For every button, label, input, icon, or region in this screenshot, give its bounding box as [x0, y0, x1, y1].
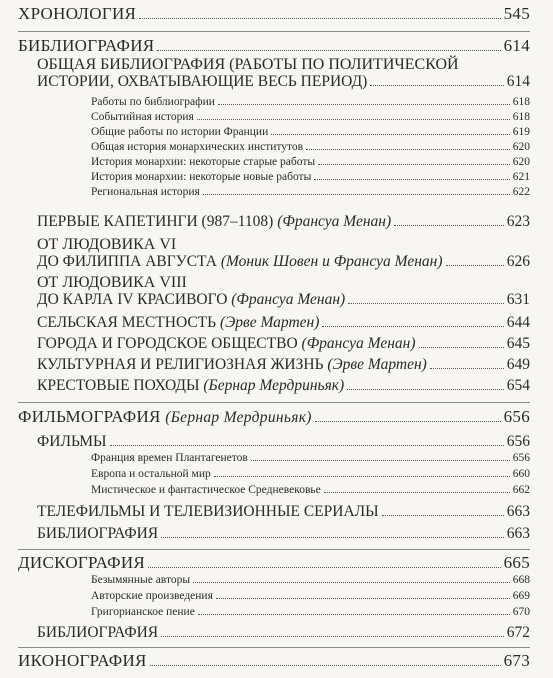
toc-page-number: 663 — [506, 503, 530, 520]
toc-entry-louis6-line1: ОТ ЛЮДОВИКА VI — [37, 236, 177, 253]
dot-leader — [193, 582, 510, 583]
dot-leader — [324, 492, 510, 493]
toc-page-number: 620 — [512, 141, 530, 153]
toc-entry-louis6[interactable] — [37, 253, 530, 271]
dot-leader — [382, 515, 504, 516]
toc-entry-countryside[interactable] — [37, 314, 530, 332]
toc-page-number: 644 — [506, 314, 530, 331]
toc-page-number: 656 — [512, 452, 530, 464]
toc-entry-title: ДО КАРЛА IV КРАСИВОГО (Франсуа Менан) — [37, 291, 346, 308]
toc-entry-author: (Бернар Мердриньяк) — [203, 377, 345, 394]
toc-subentry[interactable] — [91, 484, 530, 496]
toc-subentry-title: Франция времен Плантагенетов — [91, 452, 248, 464]
toc-page-number: 614 — [506, 73, 530, 90]
dot-leader — [214, 476, 510, 477]
toc-page-number: 656 — [503, 407, 530, 426]
toc-entry-title: ГОРОДА И ГОРОДСКОЕ ОБЩЕСТВО (Франсуа Менан) — [37, 335, 416, 352]
toc-page-number: 668 — [512, 574, 530, 586]
toc-page-number: 654 — [506, 377, 530, 394]
toc-page-number: 631 — [506, 291, 530, 308]
toc-page-number: 672 — [506, 624, 530, 641]
toc-entry-title: ИСТОРИИ, ОХВАТЫВАЮЩИЕ ВЕСЬ ПЕРИОД) — [37, 73, 368, 90]
section-divider — [18, 31, 530, 32]
toc-entry-louis8-line1: ОТ ЛЮДОВИКА VIII — [37, 274, 187, 291]
dot-leader — [161, 636, 504, 637]
toc-subentry[interactable] — [91, 96, 530, 108]
toc-entry-title: ПЕРВЫЕ КАПЕТИНГИ (987–1108) (Франсуа Менан) — [37, 213, 392, 230]
toc-page-number: 545 — [503, 4, 530, 23]
toc-page-number: 656 — [506, 433, 530, 450]
toc-page-number: 618 — [512, 96, 530, 108]
toc-entry-chronology[interactable] — [18, 4, 530, 24]
toc-entry-author: (Франсуа Менан) — [301, 335, 416, 352]
section-divider — [18, 647, 530, 648]
toc-entry-title: БИБЛИОГРАФИЯ — [18, 36, 155, 55]
toc-page-number: 618 — [512, 111, 530, 123]
section-divider — [18, 549, 530, 550]
toc-subentry-title: Авторские произведения — [91, 590, 213, 602]
toc-subentry[interactable] — [91, 141, 530, 153]
toc-subentry-title: Общие работы по истории Франции — [91, 126, 269, 138]
toc-entry-title: ДО ФИЛИППА АВГУСТА (Моник Шовен и Франсуа Менан) — [37, 253, 443, 270]
toc-page-number: 620 — [512, 156, 530, 168]
toc-entry-crusades[interactable] — [37, 377, 530, 395]
toc-page-number: 622 — [512, 186, 530, 198]
toc-entry-title: БИБЛИОГРАФИЯ — [37, 525, 159, 542]
toc-page-number: 669 — [512, 590, 530, 602]
toc-subentry-title: История монархии: некоторые новые работы — [91, 171, 312, 183]
dot-leader — [203, 194, 510, 195]
toc-entry-author: (Франсуа Менан) — [231, 291, 346, 308]
toc-subentry[interactable] — [91, 574, 530, 586]
toc-entry-title: СЕЛЬСКАЯ МЕСТНОСТЬ (Эрве Мартен) — [37, 314, 320, 331]
dot-leader — [348, 303, 504, 304]
toc-page-number: 626 — [506, 253, 530, 270]
toc-entry-author: (Моник Шовен и Франсуа Менан) — [220, 253, 443, 270]
toc-page-number: 645 — [506, 335, 530, 352]
toc-subentry-title: Безымянные авторы — [91, 574, 191, 586]
toc-entry-filmography[interactable] — [18, 407, 530, 427]
dot-leader — [139, 18, 500, 19]
dot-leader — [446, 265, 504, 266]
toc-entry-first-capetians[interactable] — [37, 213, 530, 231]
toc-page-number: 614 — [503, 36, 530, 55]
dot-leader — [148, 567, 501, 568]
toc-subentry[interactable] — [91, 606, 530, 618]
toc-subentry[interactable] — [91, 126, 530, 138]
toc-subentry-title: История монархии: некоторые старые работы — [91, 156, 316, 168]
toc-page-number: 662 — [512, 484, 530, 496]
dot-leader — [150, 665, 501, 666]
toc-entry-title: КРЕСТОВЫЕ ПОХОДЫ (Бернар Мердриньяк) — [37, 377, 345, 394]
toc-entry-general-bibliography[interactable] — [37, 73, 530, 91]
toc-entry-author: (Бернар Мердриньяк) — [165, 409, 312, 426]
toc-subentry[interactable] — [91, 111, 530, 123]
dot-leader — [370, 85, 503, 86]
toc-entry-iconography[interactable] — [18, 651, 530, 671]
toc-entry-title: ХРОНОЛОГИЯ — [18, 4, 137, 23]
toc-entry-louis8[interactable] — [37, 291, 530, 309]
dot-leader — [394, 225, 504, 226]
dot-leader — [110, 445, 504, 446]
toc-subentry[interactable] — [91, 186, 530, 198]
toc-subentry-title: Работы по библиографии — [91, 96, 215, 108]
dot-leader — [157, 50, 500, 51]
dot-leader — [306, 149, 510, 150]
toc-entry-film-bibliography[interactable] — [37, 525, 530, 543]
toc-page-number: 660 — [512, 468, 530, 480]
toc-entry-bibliography[interactable] — [18, 36, 530, 56]
toc-subentry[interactable] — [91, 590, 530, 602]
dot-leader — [271, 134, 510, 135]
toc-subentry-title: Общая история монархических институтов — [91, 141, 304, 153]
toc-entry-title: ФИЛЬМОГРАФИЯ (Бернар Мердриньяк) — [18, 407, 312, 426]
toc-page-number: 673 — [503, 651, 530, 670]
toc-entry-title: ИКОНОГРАФИЯ — [18, 651, 147, 670]
toc-entry-author: (Эрве Мартен) — [327, 356, 427, 373]
toc-entry-title: ТЕЛЕФИЛЬМЫ И ТЕЛЕВИЗИОННЫЕ СЕРИАЛЫ — [37, 503, 379, 520]
dot-leader — [198, 614, 510, 615]
toc-subentry-title: Событийная история — [91, 111, 194, 123]
dot-leader — [430, 368, 504, 369]
toc-entry-disc-bibliography[interactable] — [37, 624, 530, 642]
toc-subentry[interactable] — [91, 452, 530, 464]
dot-leader — [419, 347, 504, 348]
toc-page-number: 663 — [506, 525, 530, 542]
toc-page-number: 670 — [512, 606, 530, 618]
toc-page-number: 619 — [512, 126, 530, 138]
toc-page-number: 649 — [506, 356, 530, 373]
dot-leader — [347, 389, 504, 390]
toc-entry-title: ФИЛЬМЫ — [37, 433, 107, 450]
dot-leader — [314, 179, 509, 180]
toc-entry-author: (Франсуа Менан) — [277, 213, 392, 230]
toc-subentry-title: Региональная история — [91, 186, 200, 198]
toc-page-number: 665 — [503, 553, 530, 572]
toc-subentry[interactable] — [91, 468, 530, 480]
toc-entry-towns[interactable] — [37, 335, 530, 353]
toc-page-number: 623 — [506, 213, 530, 230]
dot-leader — [161, 537, 504, 538]
toc-entry-culture[interactable] — [37, 356, 530, 374]
toc-entry-general-bibliography-line1: ОБЩАЯ БИБЛИОГРАФИЯ (РАБОТЫ ПО ПОЛИТИЧЕСКОЙ — [37, 56, 459, 73]
toc-entry-title: БИБЛИОГРАФИЯ — [37, 624, 159, 641]
dot-leader — [216, 598, 510, 599]
dot-leader — [315, 421, 501, 422]
toc-entry-author: (Эрве Мартен) — [219, 314, 320, 331]
toc-subentry[interactable] — [91, 171, 530, 183]
toc-entry-title: ДИСКОГРАФИЯ — [18, 553, 146, 572]
dot-leader — [218, 104, 510, 105]
dot-leader — [251, 460, 510, 461]
toc-entry-tv-films[interactable] — [37, 503, 530, 521]
toc-subentry[interactable] — [91, 156, 530, 168]
dot-leader — [318, 164, 510, 165]
dot-leader — [197, 119, 510, 120]
toc-subentry-title: Григорианское пение — [91, 606, 195, 618]
toc-page-number: 621 — [512, 171, 530, 183]
section-divider — [18, 402, 530, 403]
toc-subentry-title: Европа и остальной мир — [91, 468, 211, 480]
toc-entry-films[interactable] — [37, 433, 530, 451]
dot-leader — [322, 326, 503, 327]
toc-subentry-title: Мистическое и фантастическое Средневековье — [91, 484, 321, 496]
toc-entry-title: КУЛЬТУРНАЯ И РЕЛИГИОЗНАЯ ЖИЗНЬ (Эрве Мартен) — [37, 356, 427, 373]
toc-entry-discography[interactable] — [18, 553, 530, 573]
